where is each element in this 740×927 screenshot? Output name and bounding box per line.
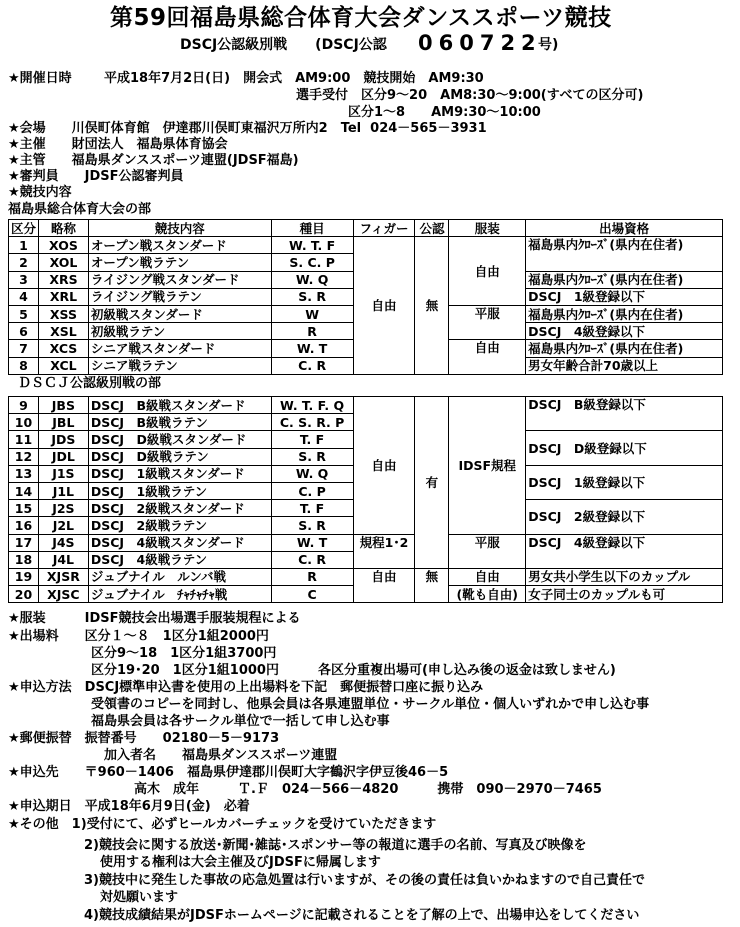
qualification-cell: DSCJ B級登録以下 — [526, 397, 723, 431]
row-code: XCS — [39, 340, 89, 357]
fee-line-1: ★出場料 区分１～８ 1区分1組2000円 — [8, 629, 269, 644]
dress-cell: 平服 — [449, 534, 526, 568]
official-cell: 無 — [415, 237, 449, 375]
official-cell: 無 — [415, 568, 449, 602]
row-number: 18 — [9, 551, 39, 568]
row-number: 13 — [9, 465, 39, 482]
qualification-cell: 福島県内ｸﾛｰｽﾞ(県内在住者) — [526, 340, 723, 357]
approval-number: 060722 — [418, 31, 542, 55]
row-dance: T. F — [271, 500, 353, 517]
row-dance: W. Q — [271, 271, 353, 288]
row-event: オープン戦スタンダード — [88, 237, 271, 254]
table-header — [9, 220, 723, 237]
figure-cell: 自由 — [353, 397, 415, 535]
approval-suffix: 号) — [538, 37, 559, 53]
row-code: XCL — [39, 357, 89, 374]
row-code: XRL — [39, 288, 89, 305]
header-cell: 出場資格 — [526, 220, 723, 237]
other-line-2: 2)競技会に関する放送･新聞･雑誌･スポンサー等の報道に選手の名前、写真及び映像を — [84, 838, 587, 853]
row-event: DSCJ 2級戦スタンダード — [88, 500, 271, 517]
header-cell: 公認 — [415, 220, 449, 237]
row-code: J1L — [38, 482, 88, 499]
row-code: XOS — [39, 237, 89, 254]
row-dance: T. F — [271, 431, 353, 448]
qualification-cell: DSCJ 4級登録以下 — [526, 323, 723, 340]
qualification-cell: 男女共小学生以下のカップル — [526, 568, 723, 585]
row-event: ジュブナイル ﾁｬﾁｬﾁｬ戦 — [88, 586, 271, 603]
address-line-2: 高木 成年 Ｔ.Ｆ 024－566－4820 携帯 090－2970－7465 — [134, 782, 602, 797]
row-dance: C. P — [271, 482, 353, 499]
row-number: 4 — [9, 288, 39, 305]
apply-line-3: 福島県会員は各サークル単位で一括して申し込む事 — [91, 714, 390, 729]
row-code: XSS — [39, 305, 89, 322]
row-dance: W — [271, 305, 353, 322]
table-row — [9, 237, 723, 254]
row-code: J2S — [38, 500, 88, 517]
contents-label: ★競技内容 — [8, 185, 72, 200]
row-code: J4S — [38, 534, 88, 551]
venue: ★会場 川俣町体育館 伊達郡川俣町東福沢万所内2 Tel 024－565－3931 — [8, 121, 487, 136]
row-code: J1S — [38, 465, 88, 482]
fee-line-3: 区分19･20 1区分1組1000円 各区分重複出場可(申し込み後の返金は致しません) — [91, 663, 616, 678]
date-value: 平成18年7月2日(日) 開会式 AM9:00 競技開始 AM9:30 — [104, 71, 484, 86]
row-event: ライジング戦ラテン — [88, 288, 271, 305]
reception-line-2: 区分1～8 AM9:30～10:00 — [348, 105, 541, 120]
qualification-cell: DSCJ D級登録以下 — [526, 431, 723, 465]
qualification-cell: 福島県内ｸﾛｰｽﾞ(県内在住者) — [526, 305, 723, 322]
header-cell: 競技内容 — [88, 220, 271, 237]
table-row — [9, 397, 723, 414]
official-cell: 有 — [415, 397, 449, 569]
row-dance: W. T — [271, 534, 353, 551]
row-code: JBS — [38, 397, 88, 414]
row-dance: W. Q — [271, 465, 353, 482]
row-number: 6 — [9, 323, 39, 340]
row-code: XJSC — [38, 586, 88, 603]
transfer-line-1: ★郵便振替 振替番号 02180－5－9173 — [8, 731, 280, 746]
events-table-2 — [8, 396, 723, 603]
other-line-6: 4)競技成績結果がJDSFホームページに記載されることを了解の上で、出場申込をしてください — [84, 908, 640, 923]
header-cell: 種目 — [271, 220, 353, 237]
organizer: ★主管 福島県ダンススポーツ連盟(JDSF福島) — [8, 153, 299, 168]
fee-line-2: 区分9～18 1区分1組3700円 — [91, 646, 277, 661]
row-number: 8 — [9, 357, 39, 374]
row-event: DSCJ 4級戦スタンダード — [88, 534, 271, 551]
row-number: 9 — [9, 397, 39, 414]
row-event: DSCJ D級戦ラテン — [88, 448, 271, 465]
other-line-4: 3)競技中に発生した事故の応急処置は行いますが、その後の責任は負いかねますので自己責任で — [84, 873, 645, 888]
section-title-1: 福島県総合体育大会の部 — [8, 202, 152, 217]
qualification-cell: 男女年齢合計70歳以上 — [526, 357, 723, 374]
row-number: 3 — [9, 271, 39, 288]
address-line-1: ★申込先 〒960－1406 福島県伊達郡川俣町大字鶴沢字伊豆後46－5 — [8, 765, 449, 780]
other-line-3: 使用する権利は大会主催及びJDSFに帰属します — [100, 855, 381, 870]
header-cell: フィガー — [353, 220, 415, 237]
qualification-cell: 福島県内ｸﾛｰｽﾞ(県内在住者) — [526, 271, 723, 288]
deadline: ★申込期日 平成18年6月9日(金) 必着 — [8, 799, 250, 814]
row-dance: S. R — [271, 517, 353, 534]
row-number: 20 — [9, 586, 39, 603]
row-number: 5 — [9, 305, 39, 322]
row-event: ライジング戦スタンダード — [88, 271, 271, 288]
dress-note: ★服装 IDSF競技会出場選手服装規程による — [8, 611, 301, 626]
row-event: DSCJ B級戦ラテン — [88, 414, 271, 431]
row-event: シニア戦スタンダード — [88, 340, 271, 357]
row-event: DSCJ 2級戦ラテン — [88, 517, 271, 534]
qualification-cell: DSCJ 1級登録以下 — [526, 288, 723, 305]
row-dance: R — [271, 323, 353, 340]
row-code: XRS — [39, 271, 89, 288]
row-number: 16 — [9, 517, 39, 534]
row-code: J2L — [38, 517, 88, 534]
dress-cell: IDSF規程 — [449, 397, 526, 535]
date-label: ★開催日時 — [8, 71, 72, 86]
row-dance: W. T. F. Q — [271, 397, 353, 414]
row-dance: W. T — [271, 340, 353, 357]
transfer-line-2: 加入者名 福島県ダンススポーツ連盟 — [104, 748, 338, 763]
dress-cell: 自由 — [449, 237, 526, 306]
other-line-5: 対処願います — [100, 890, 179, 905]
header-cell: 服装 — [449, 220, 526, 237]
dress-cell: 平服 — [449, 305, 526, 339]
section-title-2: ＤＳＣＪ公認級別戦の部 — [18, 376, 162, 391]
row-dance: C. S. R. P — [271, 414, 353, 431]
qualification-cell: DSCJ 1級登録以下 — [526, 465, 723, 499]
row-dance: R — [271, 568, 353, 585]
subtitle: DSCJ公認級別戦 (DSCJ公認 — [180, 37, 387, 53]
row-dance: S. R — [271, 448, 353, 465]
table-row — [9, 534, 723, 551]
row-dance: S. C. P — [271, 254, 353, 271]
host: ★主催 財団法人 福島県体育協会 — [8, 137, 228, 152]
row-dance: W. T. F — [271, 237, 353, 254]
header-cell: 区分 — [9, 220, 39, 237]
figure-cell: 自由 — [353, 568, 415, 602]
qualification-cell: 女子同士のカップルも可 — [526, 586, 723, 603]
row-dance: S. R — [271, 288, 353, 305]
dress-note-cell: (靴も自由) — [449, 586, 526, 603]
figure-cell: 規程1･2 — [353, 534, 415, 568]
qualification-cell: DSCJ 2級登録以下 — [526, 500, 723, 534]
figure-cell: 自由 — [353, 237, 415, 375]
dress-cell: 自由 — [449, 340, 526, 374]
page-title: 第59回福島県総合体育大会ダンススポーツ競技 — [110, 5, 612, 31]
row-event: オープン戦ラテン — [88, 254, 271, 271]
dress-cell: 自由 — [449, 568, 526, 585]
row-event: 初級戦ラテン — [88, 323, 271, 340]
row-number: 15 — [9, 500, 39, 517]
row-number: 1 — [9, 237, 39, 254]
row-number: 17 — [9, 534, 39, 551]
reception-line-1: 選手受付 区分9～20 AM8:30～9:00(すべての区分可) — [296, 88, 644, 103]
row-code: JDS — [38, 431, 88, 448]
row-code: XOL — [39, 254, 89, 271]
row-event: DSCJ B級戦スタンダード — [88, 397, 271, 414]
row-number: 12 — [9, 448, 39, 465]
apply-line-2: 受領書のコピーを同封し、他県会員は各県連盟単位・サークル単位・個人いずれかで申し込む事 — [91, 697, 650, 712]
table-row — [9, 568, 723, 585]
row-code: XSL — [39, 323, 89, 340]
row-code: J4L — [38, 551, 88, 568]
row-event: DSCJ 1級戦ラテン — [88, 482, 271, 499]
row-number: 11 — [9, 431, 39, 448]
row-number: 19 — [9, 568, 39, 585]
qualification-cell: DSCJ 4級登録以下 — [526, 534, 723, 568]
apply-line-1: ★申込方法 DSCJ標準申込書を使用の上出場料を下記 郵便振替口座に振り込み — [8, 680, 484, 695]
header-cell: 略称 — [39, 220, 89, 237]
row-event: 初級戦スタンダード — [88, 305, 271, 322]
row-event: DSCJ D級戦スタンダード — [88, 431, 271, 448]
row-number: 14 — [9, 482, 39, 499]
row-dance: C — [271, 586, 353, 603]
row-code: JDL — [38, 448, 88, 465]
row-event: DSCJ 1級戦スタンダード — [88, 465, 271, 482]
events-table-1 — [8, 219, 723, 375]
row-event: DSCJ 4級戦ラテン — [88, 551, 271, 568]
row-dance: C. R — [271, 357, 353, 374]
other-line-1: ★その他 1)受付にて、必ずヒールカバーチェックを受けていただきます — [8, 817, 437, 832]
judges: ★審判員 JDSF公認審判員 — [8, 169, 184, 184]
row-code: JBL — [38, 414, 88, 431]
row-number: 10 — [9, 414, 39, 431]
row-event: シニア戦ラテン — [88, 357, 271, 374]
row-number: 7 — [9, 340, 39, 357]
row-dance: C. R — [271, 551, 353, 568]
qualification-cell: 福島県内ｸﾛｰｽﾞ(県内在住者) — [526, 237, 723, 271]
row-event: ジュブナイル ルンバ戦 — [88, 568, 271, 585]
row-code: XJSR — [38, 568, 88, 585]
row-number: 2 — [9, 254, 39, 271]
